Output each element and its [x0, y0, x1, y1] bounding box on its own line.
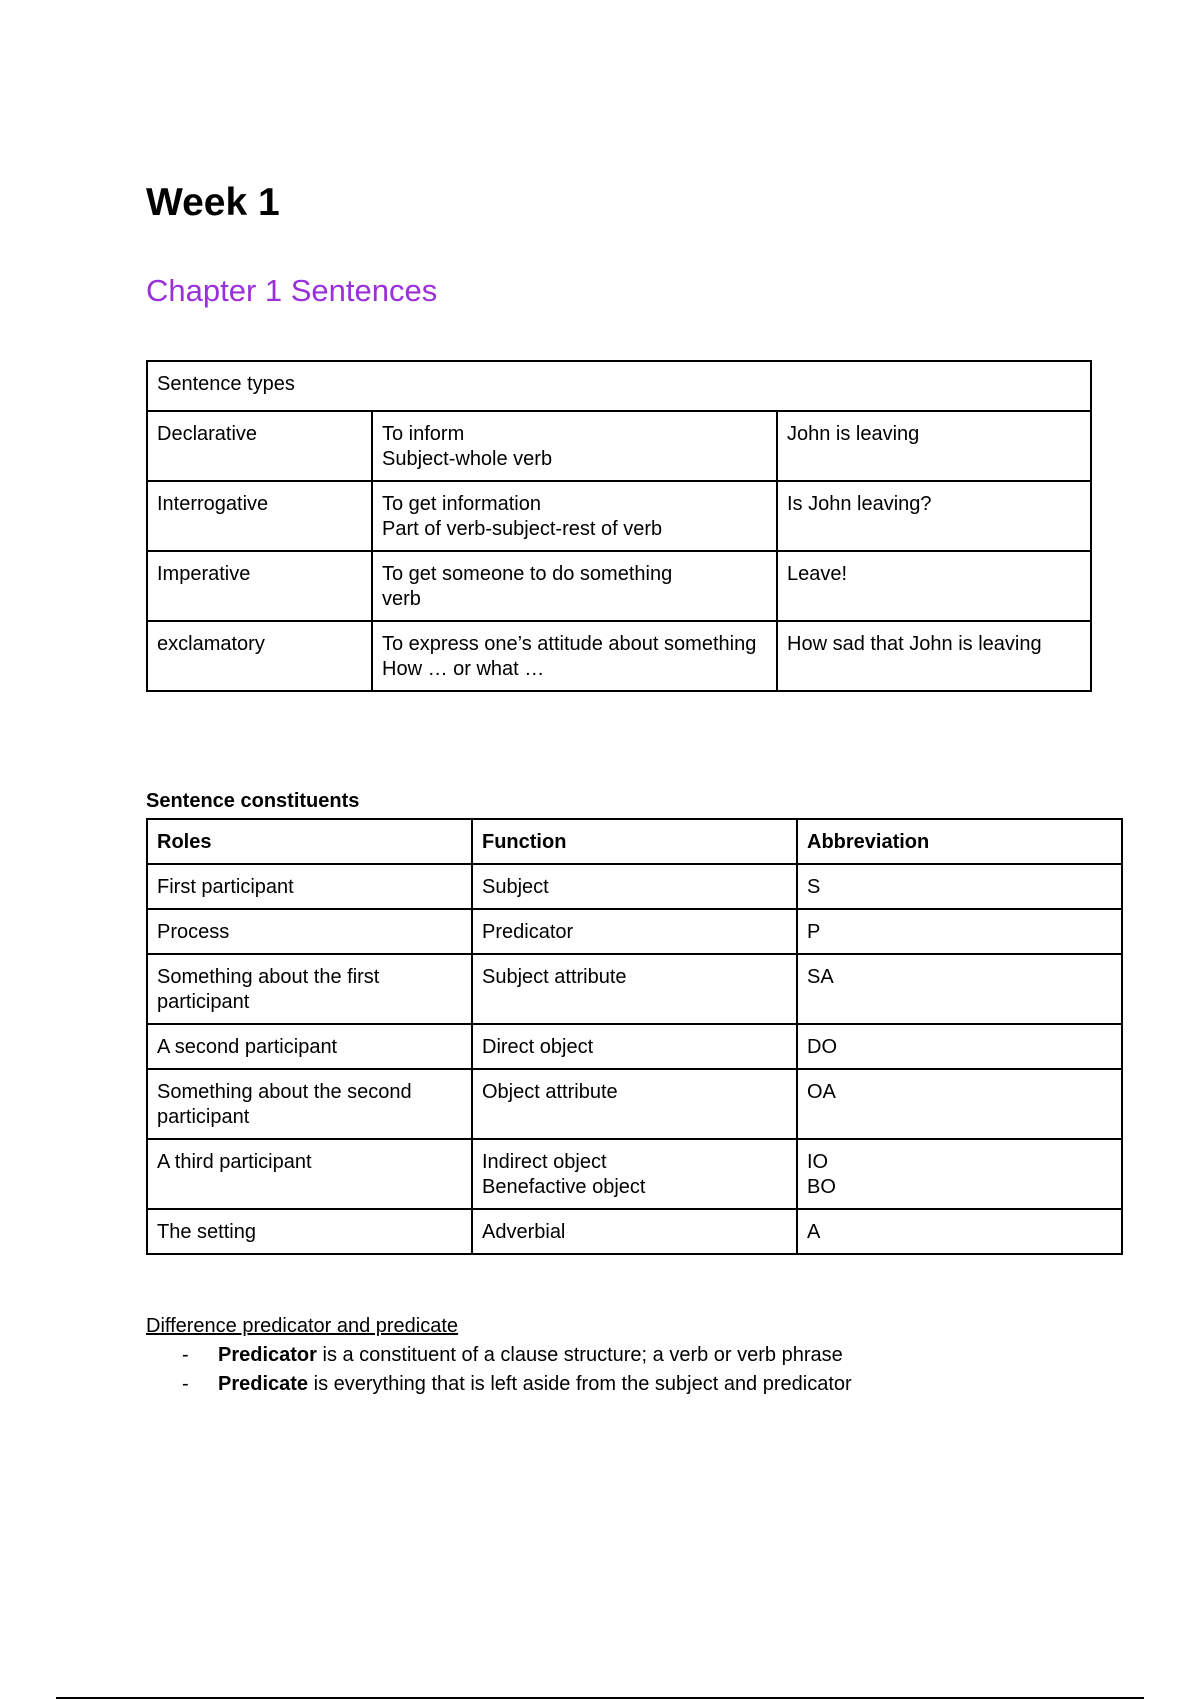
cell-line: Object attribute	[482, 1081, 618, 1103]
sentence-types-header: Sentence types	[147, 361, 1091, 411]
cell-line: To inform	[382, 423, 465, 445]
sentence-type-example: How sad that John is leaving	[777, 621, 1091, 691]
sentence-type-name: Declarative	[147, 411, 372, 481]
header-roles: Roles	[147, 819, 472, 864]
constituent-row	[147, 1209, 1122, 1254]
cell-line: How … or what …	[382, 658, 545, 680]
sentence-type-function	[372, 481, 777, 551]
cell-line: IO	[807, 1151, 829, 1173]
difference-text: is a constituent of a clause structure; a verb or verb phrase	[316, 1344, 843, 1366]
constituent-role: The setting	[147, 1209, 472, 1254]
header-abbreviation: Abbreviation	[797, 819, 1122, 864]
bullet-dash: -	[182, 1373, 189, 1395]
cell-line: Part of verb-subject-rest of verb	[382, 518, 663, 540]
chapter-title: Chapter 1 Sentences	[146, 273, 438, 308]
cell-line: To express one’s attitude about something	[382, 633, 757, 655]
constituent-function	[472, 1209, 797, 1254]
sentence-type-name: Imperative	[147, 551, 372, 621]
constituent-row	[147, 864, 1122, 909]
sentence-type-row	[147, 551, 1091, 621]
sentence-type-example: John is leaving	[777, 411, 1091, 481]
sentence-types-header-row	[147, 361, 1091, 411]
constituents-body	[147, 864, 1122, 1254]
difference-section	[146, 1312, 852, 1399]
sentence-type-function	[372, 411, 777, 481]
constituent-function	[472, 1024, 797, 1069]
constituent-row	[147, 909, 1122, 954]
constituent-role: A second participant	[147, 1024, 472, 1069]
cell-line: verb	[382, 588, 421, 610]
cell-line: OA	[807, 1081, 836, 1103]
constituent-role: Process	[147, 909, 472, 954]
constituent-row	[147, 954, 1122, 1024]
constituent-role: A third participant	[147, 1139, 472, 1209]
constituent-abbreviation	[797, 864, 1122, 909]
constituent-row	[147, 1139, 1122, 1209]
difference-heading: Difference predicator and predicate	[146, 1315, 459, 1337]
sentence-type-name: exclamatory	[147, 621, 372, 691]
difference-item	[146, 1370, 852, 1399]
constituent-role: Something about the second participant	[147, 1069, 472, 1139]
header-function: Function	[472, 819, 797, 864]
constituent-role: First participant	[147, 864, 472, 909]
page-title: Week 1	[146, 181, 280, 224]
constituent-function	[472, 909, 797, 954]
cell-line: DO	[807, 1036, 837, 1058]
sentence-types-table	[146, 360, 1092, 692]
bullet-dash: -	[182, 1344, 189, 1366]
constituents-caption: Sentence constituents	[146, 790, 360, 812]
cell-line: To get someone to do something	[382, 563, 673, 585]
constituent-abbreviation	[797, 909, 1122, 954]
cell-line: Predicator	[482, 921, 574, 943]
constituents-header-row	[147, 819, 1122, 864]
constituent-abbreviation	[797, 1069, 1122, 1139]
cell-line: Direct object	[482, 1036, 594, 1058]
sentence-type-row	[147, 621, 1091, 691]
cell-line: Subject-whole verb	[382, 448, 553, 470]
cell-line: Adverbial	[482, 1221, 566, 1243]
sentence-type-function	[372, 551, 777, 621]
constituent-row	[147, 1069, 1122, 1139]
constituent-abbreviation	[797, 1139, 1122, 1209]
sentence-types-body	[147, 361, 1091, 691]
cell-line: To get information	[382, 493, 541, 515]
difference-term: Predicate	[218, 1373, 309, 1395]
constituent-abbreviation	[797, 1209, 1122, 1254]
cell-line: A	[807, 1221, 821, 1243]
difference-list	[146, 1341, 852, 1399]
sentence-type-function	[372, 621, 777, 691]
sentence-type-example: Is John leaving?	[777, 481, 1091, 551]
sentence-type-row	[147, 411, 1091, 481]
cell-line: BO	[807, 1176, 836, 1198]
cell-line: P	[807, 921, 821, 943]
difference-item	[146, 1341, 852, 1370]
cell-line: Benefactive object	[482, 1176, 646, 1198]
difference-term: Predicator	[218, 1344, 317, 1366]
cell-line: Indirect object	[482, 1151, 607, 1173]
constituent-function	[472, 1069, 797, 1139]
cell-line: Subject attribute	[482, 966, 627, 988]
constituent-abbreviation	[797, 1024, 1122, 1069]
cell-line: SA	[807, 966, 834, 988]
sentence-type-name: Interrogative	[147, 481, 372, 551]
sentence-type-example: Leave!	[777, 551, 1091, 621]
cell-line: Subject	[482, 876, 549, 898]
constituent-row	[147, 1024, 1122, 1069]
constituent-abbreviation	[797, 954, 1122, 1024]
difference-text: is everything that is left aside from the subject and predicator	[308, 1373, 852, 1395]
footer-divider	[56, 1697, 1144, 1699]
constituent-function	[472, 1139, 797, 1209]
constituent-function	[472, 954, 797, 1024]
cell-line: S	[807, 876, 821, 898]
constituent-function	[472, 864, 797, 909]
constituent-role: Something about the first participant	[147, 954, 472, 1024]
sentence-type-row	[147, 481, 1091, 551]
sentence-constituents-table	[146, 818, 1123, 1255]
